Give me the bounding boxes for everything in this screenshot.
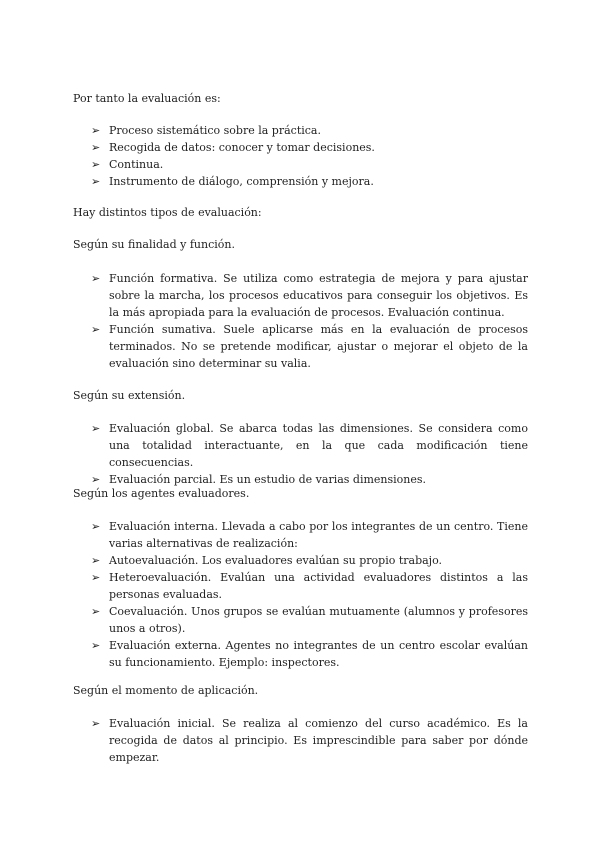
arrow-bullet-icon: ➢: [91, 124, 101, 137]
arrow-bullet-icon: ➢: [91, 717, 101, 730]
extension-list: [91, 420, 528, 488]
tipos-heading: Hay distintos tipos de evaluación:: [73, 206, 262, 219]
arrow-bullet-icon: ➢: [91, 639, 101, 652]
list-item: ➢ Función sumativa. Suele aplicarse más en la evaluación de procesos terminados. No se pretende modificar, ajustar o mejorar el objeto de la evaluación sino determinar su valia.: [91, 323, 528, 370]
list-item: ➢ Evaluación parcial. Es un estudio de varias dimensiones.: [91, 473, 427, 486]
list-item: ➢ Evaluación interna. Llevada a cabo por los integrantes de un centro. Tiene varias alternativas de realización:: [91, 520, 528, 550]
arrow-bullet-icon: ➢: [91, 473, 101, 486]
arrow-bullet-icon: ➢: [91, 323, 101, 336]
list-item: ➢ Función formativa. Se utiliza como estrategia de mejora y para ajustar sobre la marcha, los procesos educativos para conseguir los objetivos. Es la más apropiada para la evaluación de procesos. Evaluación continua.: [91, 272, 528, 319]
arrow-bullet-icon: ➢: [91, 422, 101, 435]
arrow-bullet-icon: ➢: [91, 554, 101, 567]
momento-list: [91, 715, 528, 766]
list-item: ➢ Coevaluación. Unos grupos se evalúan mutuamente (alumnos y profesores unos a otros).: [91, 605, 528, 635]
list-item: ➢ Continua.: [91, 158, 164, 171]
arrow-bullet-icon: ➢: [91, 272, 101, 285]
intro-paragraph: Por tanto la evaluación es:: [73, 92, 221, 105]
momento-heading: Según el momento de aplicación.: [73, 684, 259, 697]
list-item: ➢ Recogida de datos: conocer y tomar decisiones.: [91, 141, 375, 154]
finalidad-heading: Según su finalidad y función.: [73, 238, 235, 251]
arrow-bullet-icon: ➢: [91, 571, 101, 584]
list-item: ➢ Heteroevaluación. Evalúan una actividad evaluadores distintos a las personas evaluadas.: [91, 571, 528, 601]
list-item: ➢ Evaluación inicial. Se realiza al comienzo del curso académico. Es la recogida de datos al principio. Es imprescindible para saber por dónde empezar.: [91, 717, 528, 764]
agentes-heading: Según los agentes evaluadores.: [73, 487, 250, 500]
agentes-list: [91, 518, 528, 671]
arrow-bullet-icon: ➢: [91, 141, 101, 154]
arrow-bullet-icon: ➢: [91, 175, 101, 188]
arrow-bullet-icon: ➢: [91, 520, 101, 533]
intro-list: [91, 122, 528, 190]
list-item: ➢ Autoevaluación. Los evaluadores evalúan su propio trabajo.: [91, 554, 443, 567]
arrow-bullet-icon: ➢: [91, 605, 101, 618]
list-item: ➢ Evaluación externa. Agentes no integrantes de un centro escolar evalúan su funcionamiento. Ejemplo: inspectores.: [91, 639, 528, 669]
list-item: ➢ Proceso sistemático sobre la práctica.: [91, 124, 321, 137]
list-item: ➢ Instrumento de diálogo, comprensión y mejora.: [91, 175, 374, 188]
extension-heading: Según su extensión.: [73, 389, 186, 402]
finalidad-list: [91, 270, 528, 372]
list-item: ➢ Evaluación global. Se abarca todas las dimensiones. Se considera como una totalidad interactuante, en la que cada modificación tiene consecuencias.: [91, 422, 528, 469]
arrow-bullet-icon: ➢: [91, 158, 101, 171]
